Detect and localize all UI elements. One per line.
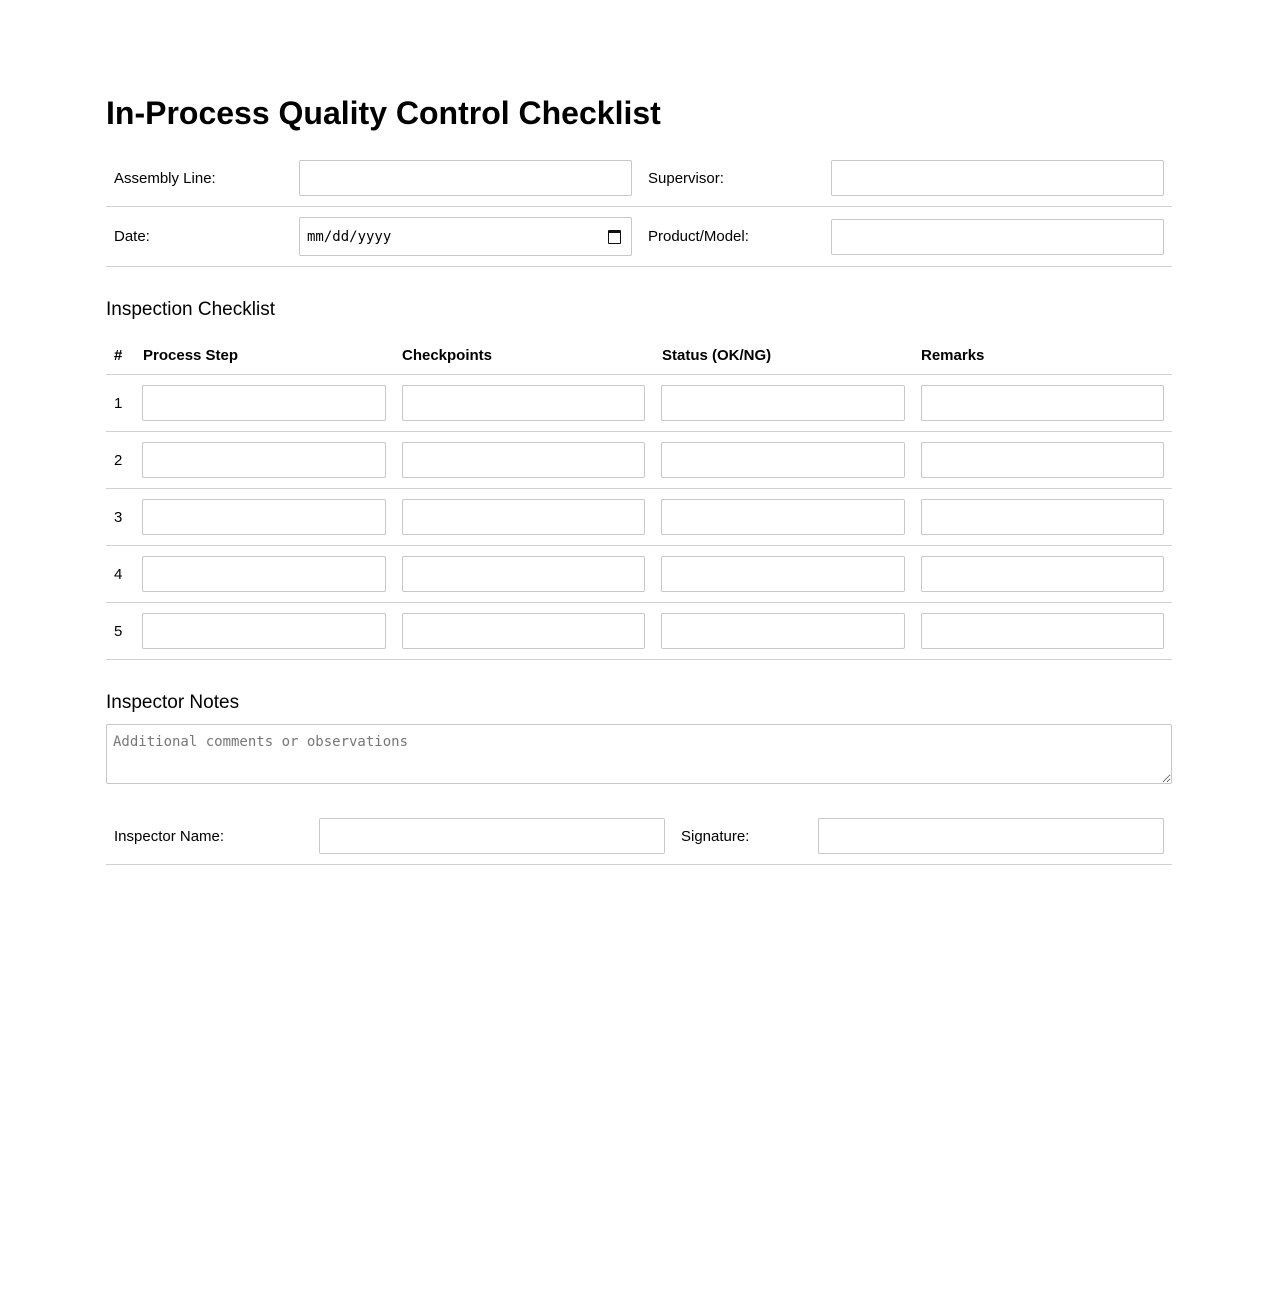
divider [106,206,1172,207]
inspector-notes-textarea[interactable] [106,724,1172,784]
signature-input[interactable] [818,818,1164,854]
calendar-icon[interactable] [608,230,621,244]
page-title: In-Process Quality Control Checklist [106,95,661,131]
status-input[interactable] [661,442,905,478]
inspector-name-input[interactable] [319,818,665,854]
divider [106,374,1172,375]
product-model-input[interactable] [831,219,1164,255]
row-number: 1 [114,395,123,412]
divider [106,545,1172,546]
process-step-input[interactable] [142,385,386,421]
product-model-label: Product/Model: [648,228,749,245]
col-status: Status (OK/NG) [662,347,772,364]
supervisor-label: Supervisor: [648,170,724,187]
divider [106,659,1172,660]
checkpoints-input[interactable] [402,613,645,649]
remarks-input[interactable] [921,556,1164,592]
col-number: # [114,347,123,364]
date-label: Date: [114,228,150,245]
process-step-input[interactable] [142,613,386,649]
remarks-input[interactable] [921,499,1164,535]
date-placeholder: mm/dd/yyyy [307,229,392,245]
inspector-notes-heading: Inspector Notes [106,692,240,713]
divider [106,431,1172,432]
divider [106,488,1172,489]
supervisor-input[interactable] [831,160,1164,196]
divider [106,266,1172,267]
row-number: 5 [114,623,123,640]
status-input[interactable] [661,613,905,649]
signature-label: Signature: [681,828,750,845]
process-step-input[interactable] [142,556,386,592]
assembly-line-label: Assembly Line: [114,170,216,187]
col-process-step: Process Step [143,347,239,364]
process-step-input[interactable] [142,442,386,478]
checkpoints-input[interactable] [402,499,645,535]
divider [106,864,1172,865]
checkpoints-input[interactable] [402,556,645,592]
col-checkpoints: Checkpoints [402,347,493,364]
row-number: 4 [114,566,123,583]
divider [106,602,1172,603]
inspector-name-label: Inspector Name: [114,828,225,845]
checkpoints-input[interactable] [402,442,645,478]
remarks-input[interactable] [921,442,1164,478]
status-input[interactable] [661,385,905,421]
remarks-input[interactable] [921,385,1164,421]
inspection-checklist-heading: Inspection Checklist [106,299,275,320]
date-input[interactable] [299,217,632,256]
assembly-line-input[interactable] [299,160,632,196]
row-number: 2 [114,452,123,469]
row-number: 3 [114,509,123,526]
remarks-input[interactable] [921,613,1164,649]
status-input[interactable] [661,556,905,592]
checkpoints-input[interactable] [402,385,645,421]
status-input[interactable] [661,499,905,535]
process-step-input[interactable] [142,499,386,535]
col-remarks: Remarks [921,347,985,364]
